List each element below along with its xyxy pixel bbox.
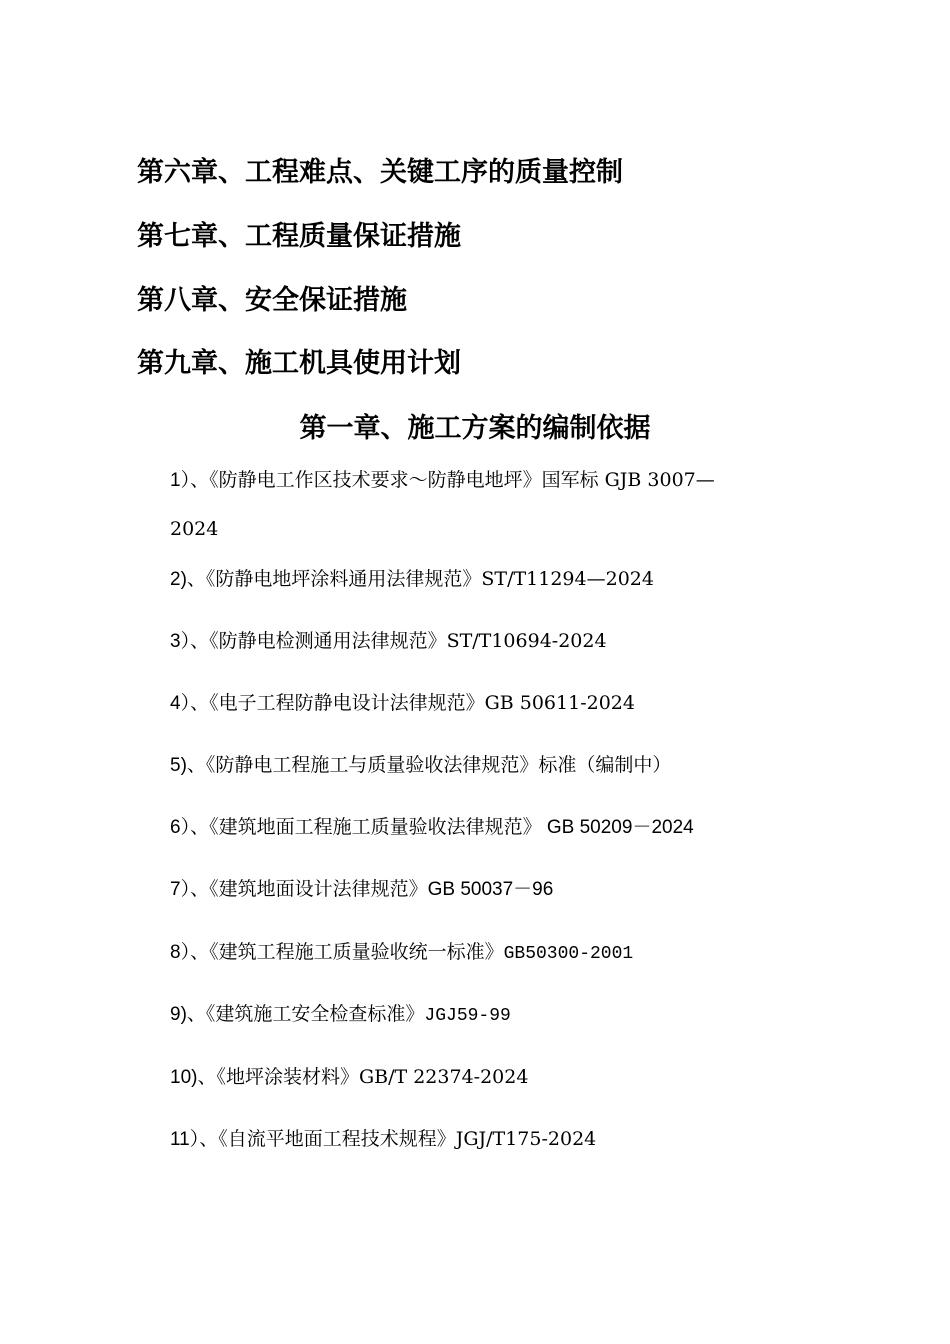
toc-chapter-6: 第六章、工程难点、关键工序的质量控制 xyxy=(137,157,623,188)
reference-title: 2024 xyxy=(170,518,219,540)
reference-number: 9)、 xyxy=(170,1004,206,1025)
reference-number: 6）、 xyxy=(170,817,210,838)
toc-chapter-7: 第七章、工程质量保证措施 xyxy=(137,221,461,252)
reference-number: 3）、 xyxy=(170,631,210,652)
reference-item-7 xyxy=(170,876,553,903)
reference-item-8 xyxy=(170,939,633,967)
reference-item-9 xyxy=(170,1001,511,1029)
reference-item-11 xyxy=(170,1126,596,1153)
reference-number: 4）、 xyxy=(170,693,210,714)
reference-item-2 xyxy=(170,566,654,593)
toc-chapter-8: 第八章、安全保证措施 xyxy=(137,285,407,316)
reference-title: 《自流平地面工程技术规程》JGJ/T175-2024 xyxy=(218,1128,597,1150)
reference-code: JGJ59-99 xyxy=(424,1006,511,1026)
reference-number: 2)、 xyxy=(170,569,206,590)
reference-title: 《建筑施工安全检查标准》 xyxy=(205,1003,425,1025)
reference-code: GB50300-2001 xyxy=(503,944,634,964)
reference-number: 11）、 xyxy=(170,1129,219,1150)
reference-title: 《防静电检测通用法律规范》ST/T10694-2024 xyxy=(209,630,607,652)
reference-number: 5)、 xyxy=(170,755,206,776)
toc-chapter-9: 第九章、施工机具使用计划 xyxy=(137,348,461,379)
reference-code: GB 50037－96 xyxy=(427,879,554,900)
reference-item-5 xyxy=(170,752,671,779)
reference-item-10 xyxy=(170,1064,528,1091)
reference-title: 《防静电工程施工与质量验收法律规范》标准（编制中） xyxy=(205,754,672,776)
reference-title: 《防静电地坪涂料通用法律规范》ST/T11294—2024 xyxy=(205,568,654,590)
reference-title: 《地坪涂装材料》GB/T 22374-2024 xyxy=(216,1066,529,1088)
reference-number: 8）、 xyxy=(170,942,210,963)
reference-number: 10)、 xyxy=(170,1067,217,1088)
reference-item-3 xyxy=(170,628,607,655)
reference-number: 7）、 xyxy=(170,879,210,900)
reference-title: 《防静电工作区技术要求～防静电地坪》国军标 GJB 3007— xyxy=(209,469,715,491)
reference-title: 《电子工程防静电设计法律规范》GB 50611-2024 xyxy=(209,692,635,714)
chapter-heading: 第一章、施工方案的编制依据 xyxy=(299,413,651,444)
reference-item-6 xyxy=(170,814,694,841)
reference-item-4 xyxy=(170,690,635,717)
reference-title: 《建筑工程施工质量验收统一标准》 xyxy=(209,941,504,963)
reference-code: GB 50209－2024 xyxy=(541,817,694,838)
reference-number: 1）、 xyxy=(170,470,210,491)
reference-item-1-continuation xyxy=(170,516,218,542)
reference-title: 《建筑地面工程施工质量验收法律规范》 xyxy=(209,816,542,838)
reference-item-1 xyxy=(170,467,715,494)
reference-title: 《建筑地面设计法律规范》 xyxy=(209,878,428,900)
